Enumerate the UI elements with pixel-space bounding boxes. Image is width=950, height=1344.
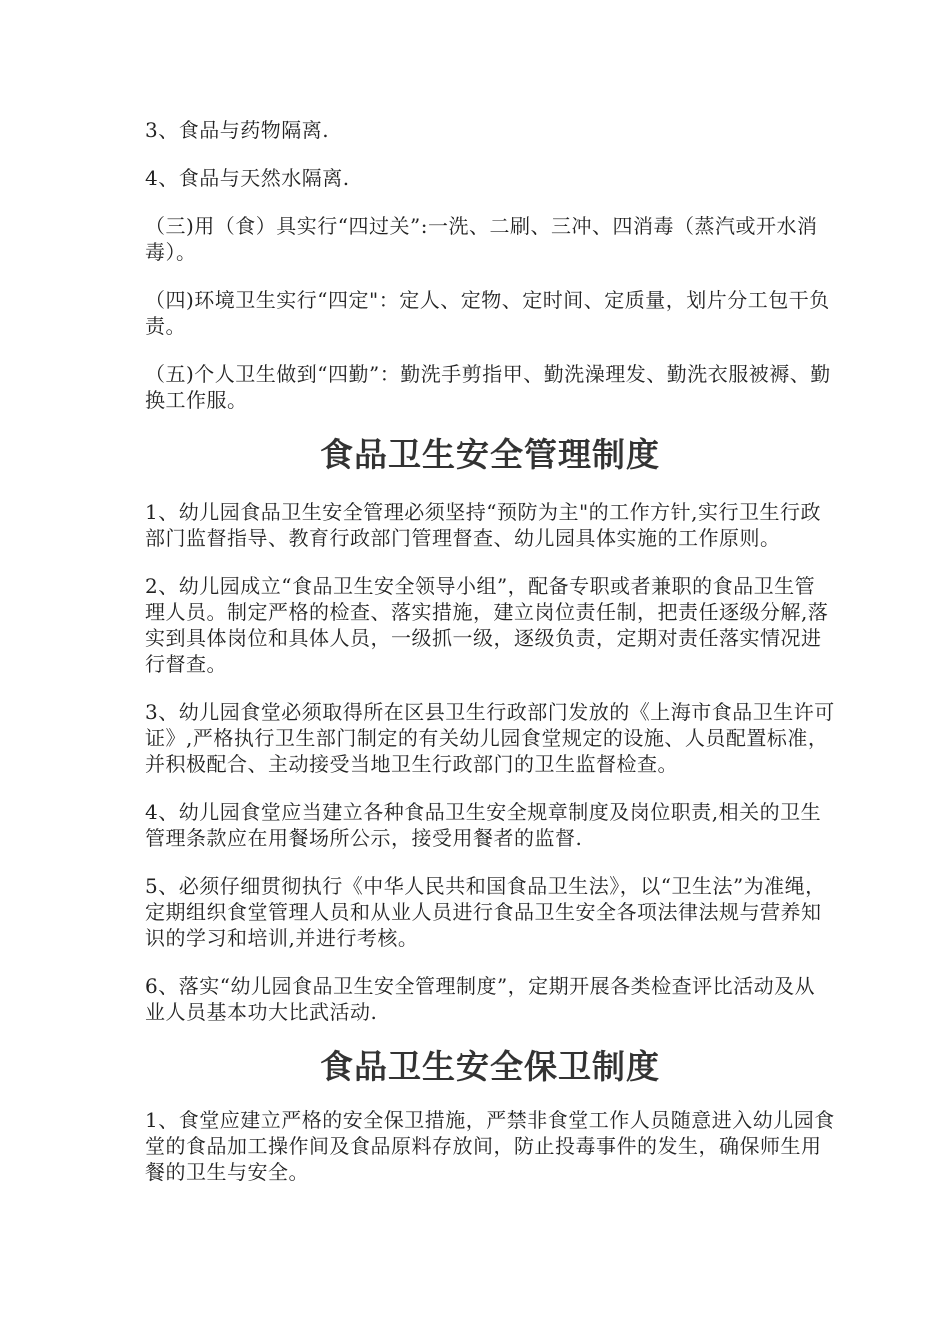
management-paragraph-4: 4、幼儿园食堂应当建立各种食品卫生安全规章制度及岗位职责,相关的卫生管理条款应在用餐场所公示，接受用餐者的监督. bbox=[145, 800, 822, 850]
management-paragraph-1: 1、幼儿园食品卫生安全管理必须坚持“预防为主"的工作方针,实行卫生行政部门监督指导、教育行政部门管理督查、幼儿园具体实施的工作原则。 bbox=[145, 500, 822, 550]
section-title-management: 食品卫生安全管理制度 bbox=[320, 435, 660, 474]
security-paragraph-1: 1、食堂应建立严格的安全保卫措施，严禁非食堂工作人员随意进入幼儿园食堂的食品加工操作间及食品原料存放间，防止投毒事件的发生，确保师生用餐的卫生与安全。 bbox=[145, 1108, 835, 1184]
paragraph-item-3: 3、食品与药物隔离. bbox=[145, 118, 330, 142]
management-paragraph-3: 3、幼儿园食堂必须取得所在区县卫生行政部门发放的《上海市食品卫生许可证》,严格执行卫生部门制定的有关幼儿园食堂规定的设施、人员配置标准，并积极配合、主动接受当地卫生行政部门的卫生监督检查。 bbox=[145, 700, 835, 776]
management-paragraph-6: 6、落实“幼儿园食品卫生安全管理制度”，定期开展各类检查评比活动及从业人员基本功大比武活动. bbox=[145, 974, 816, 1024]
paragraph-four-diligences: （五)个人卫生做到“四勤”：勤洗手剪指甲、勤洗澡理发、勤洗衣服被褥、勤换工作服。 bbox=[145, 362, 831, 412]
document-page bbox=[145, 117, 835, 1207]
section-title-security: 食品卫生安全保卫制度 bbox=[320, 1047, 660, 1086]
paragraph-four-fixes: （四)环境卫生实行“四定"：定人、定物、定时间、定质量，划片分工包干负责。 bbox=[145, 288, 830, 338]
management-paragraph-2: 2、幼儿园成立“食品卫生安全领导小组”，配备专职或者兼职的食品卫生管理人员。制定严格的检查、落实措施，建立岗位责任制，把责任逐级分解,落实到具体岗位和具体人员，一级抓一级，逐级负责，定期对责任落实情况进行督查。 bbox=[145, 574, 829, 676]
management-paragraph-5: 5、必须仔细贯彻执行《中华人民共和国食品卫生法》，以“卫生法”为准绳，定期组织食堂管理人员和从业人员进行食品卫生安全各项法律法规与营养知识的学习和培训,并进行考核。 bbox=[145, 874, 826, 950]
paragraph-item-4: 4、食品与天然水隔离. bbox=[145, 166, 350, 190]
paragraph-four-checks: （三)用（食）具实行“四过关”:一洗、二刷、三冲、四消毒（蒸汽或开水消毒）。 bbox=[145, 214, 818, 264]
